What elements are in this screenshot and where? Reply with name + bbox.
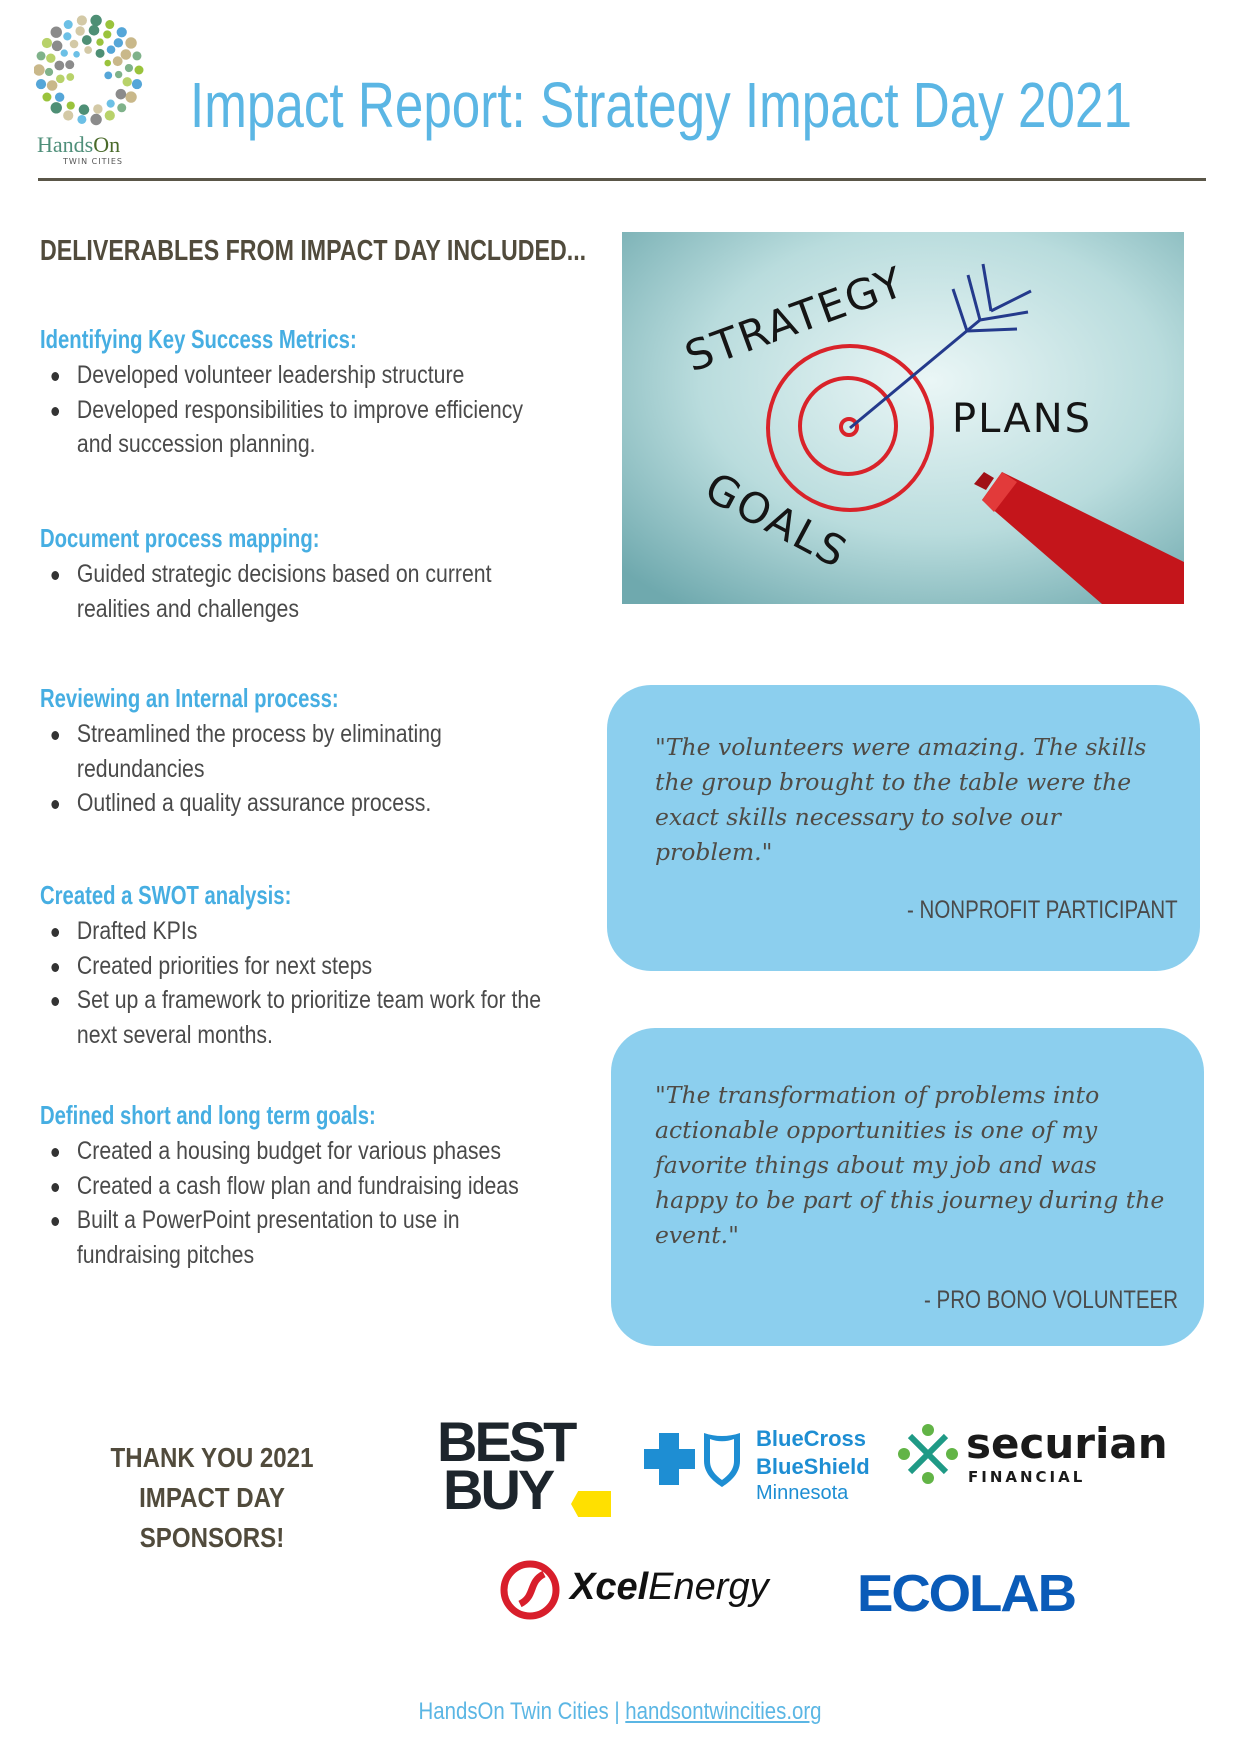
logo-dot [115,71,122,78]
logo-dot [36,79,46,89]
logo-dot [52,41,63,52]
logo-dot [65,60,74,69]
logo-dot [132,79,142,89]
logo-dot [77,15,87,25]
logo-dot [42,38,52,48]
bestbuy-logo: BEST BUY [437,1418,617,1528]
page-title: Impact Report: Strategy Impact Day 2021 [190,69,1132,141]
logo-dot [34,64,45,75]
quote-text: "The volunteers were amazing. The skills the group brought to the table were the exact skills necessary to solve our problem." [655,733,1147,866]
section-title-metrics: Identifying Key Success Metrics: [40,324,357,354]
ecolab-logo: ECOLAB [857,1565,1075,1623]
bullet-list-swot [48,914,668,1052]
logo-subtext: TWIN CITIES [63,157,124,166]
logo-dot [51,102,62,113]
logo-dot [116,89,127,100]
hero-word-strategy: STRATEGY [678,256,912,382]
logo-dot [70,40,79,49]
logo-dot [107,100,115,108]
logo-dot [42,93,51,102]
logo-dot [123,77,132,86]
list-item: Created priorities for next steps [48,949,553,984]
logo-dot [67,101,75,109]
list-item: Created a housing budget for various phases [48,1134,553,1169]
quote-text: "The transformation of problems into actionable opportunities is one of my favorite things about my job and was happy to be part of this journey during the event." [655,1081,1165,1249]
quote-attribution: - NONPROFIT PARTICIPANT [907,896,1178,924]
logo-dot [125,64,133,72]
section-title-internal-process: Reviewing an Internal process: [40,683,339,713]
strategy-target-image [622,232,1184,604]
price-tag-icon [571,1491,611,1517]
title-divider [38,178,1206,181]
bluecross-blueshield-logo: BlueCross BlueShield Minnesota [644,1425,894,1505]
securian-financial-logo: securian FINANCIAL [896,1422,1176,1492]
logo-dot [84,46,92,54]
footer-org-name: HandsOn Twin Cities [419,1698,610,1725]
bullet-list-goals [48,1134,668,1272]
list-item: Created a cash flow plan and fundraising ideas [48,1169,553,1204]
hero-word-plans: PLANS [952,396,1092,442]
quote-attribution: - PRO BONO VOLUNTEER [924,1286,1179,1314]
logo-dot [114,38,123,47]
hero-word-goals: GOALS [697,462,856,578]
logo-dot [37,51,46,60]
logo-dot [51,27,62,38]
logo-dot [105,20,114,29]
list-item: Developed responsibilities to improve efficiency and succession planning. [48,393,553,462]
logo-dot [61,49,68,56]
bullet-list-process-mapping [48,557,668,626]
list-item: Drafted KPIs [48,914,553,949]
sponsors-thank-you: THANK YOU 2021 IMPACT DAY SPONSORS! [110,1442,314,1553]
logo-dot [96,38,103,45]
logo-dot [54,61,64,71]
logo-dot [66,73,74,81]
section-title-goals: Defined short and long term goals: [40,1100,376,1130]
logo-dot [103,30,111,38]
list-item: Streamlined the process by eliminating redundancies [48,717,553,786]
logo-dot [104,60,111,67]
logo-dot [93,104,102,113]
logo-dot [117,27,127,37]
section-title-swot: Created a SWOT analysis: [40,880,292,910]
logo-dot [132,51,141,60]
deliverables-heading: DELIVERABLES FROM IMPACT DAY INCLUDED... [40,235,587,267]
logo-wordmark: HandsOn [37,132,121,157]
logo-dot [64,20,73,29]
logo-dot [125,91,136,102]
securian-mark-icon [896,1422,960,1486]
logo-dot [63,110,73,120]
logo-dot [56,74,65,83]
list-item: Set up a framework to prioritize team work for the next several months. [48,983,553,1052]
logo-dot [90,15,101,26]
logo-dot [46,53,55,62]
cross-shield-icon [644,1429,744,1489]
footer-website-link[interactable]: handsontwincities.org [625,1698,822,1725]
list-item: Built a PowerPoint presentation to use in fundraising pitches [48,1203,553,1272]
logo-dot [104,71,112,79]
logo-dot [121,49,132,60]
xcel-swirl-icon [500,1560,560,1620]
logo-dot [73,51,80,58]
logo-dot [96,49,105,58]
logo-dot [89,25,100,36]
logo-dot [125,37,136,48]
logo-dot [105,110,115,120]
list-item: Developed volunteer leadership structure [48,358,553,393]
logo-dot [82,35,92,45]
logo-dot [77,115,86,124]
section-title-process-mapping: Document process mapping: [40,523,320,553]
logo-dot [47,80,58,91]
xcel-energy-logo: XcelEnergy [500,1556,790,1626]
bullet-list-internal-process [48,717,668,821]
logo-dot [117,103,126,112]
logo-dot [135,66,144,75]
list-item: Outlined a quality assurance process. [48,786,553,821]
logo-dot [55,92,64,101]
logo-dot [79,104,90,115]
footer-separator: | [614,1698,621,1725]
bullet-list-metrics [48,358,668,462]
logo-dot [90,114,101,125]
logo-dot [75,26,84,35]
logo-dot [45,68,53,76]
list-item: Guided strategic decisions based on current realities and challenges [48,557,553,626]
logo-dot [113,56,123,66]
footer [0,1698,1241,1726]
logo-dot [63,32,71,40]
logo-dot [107,45,116,54]
